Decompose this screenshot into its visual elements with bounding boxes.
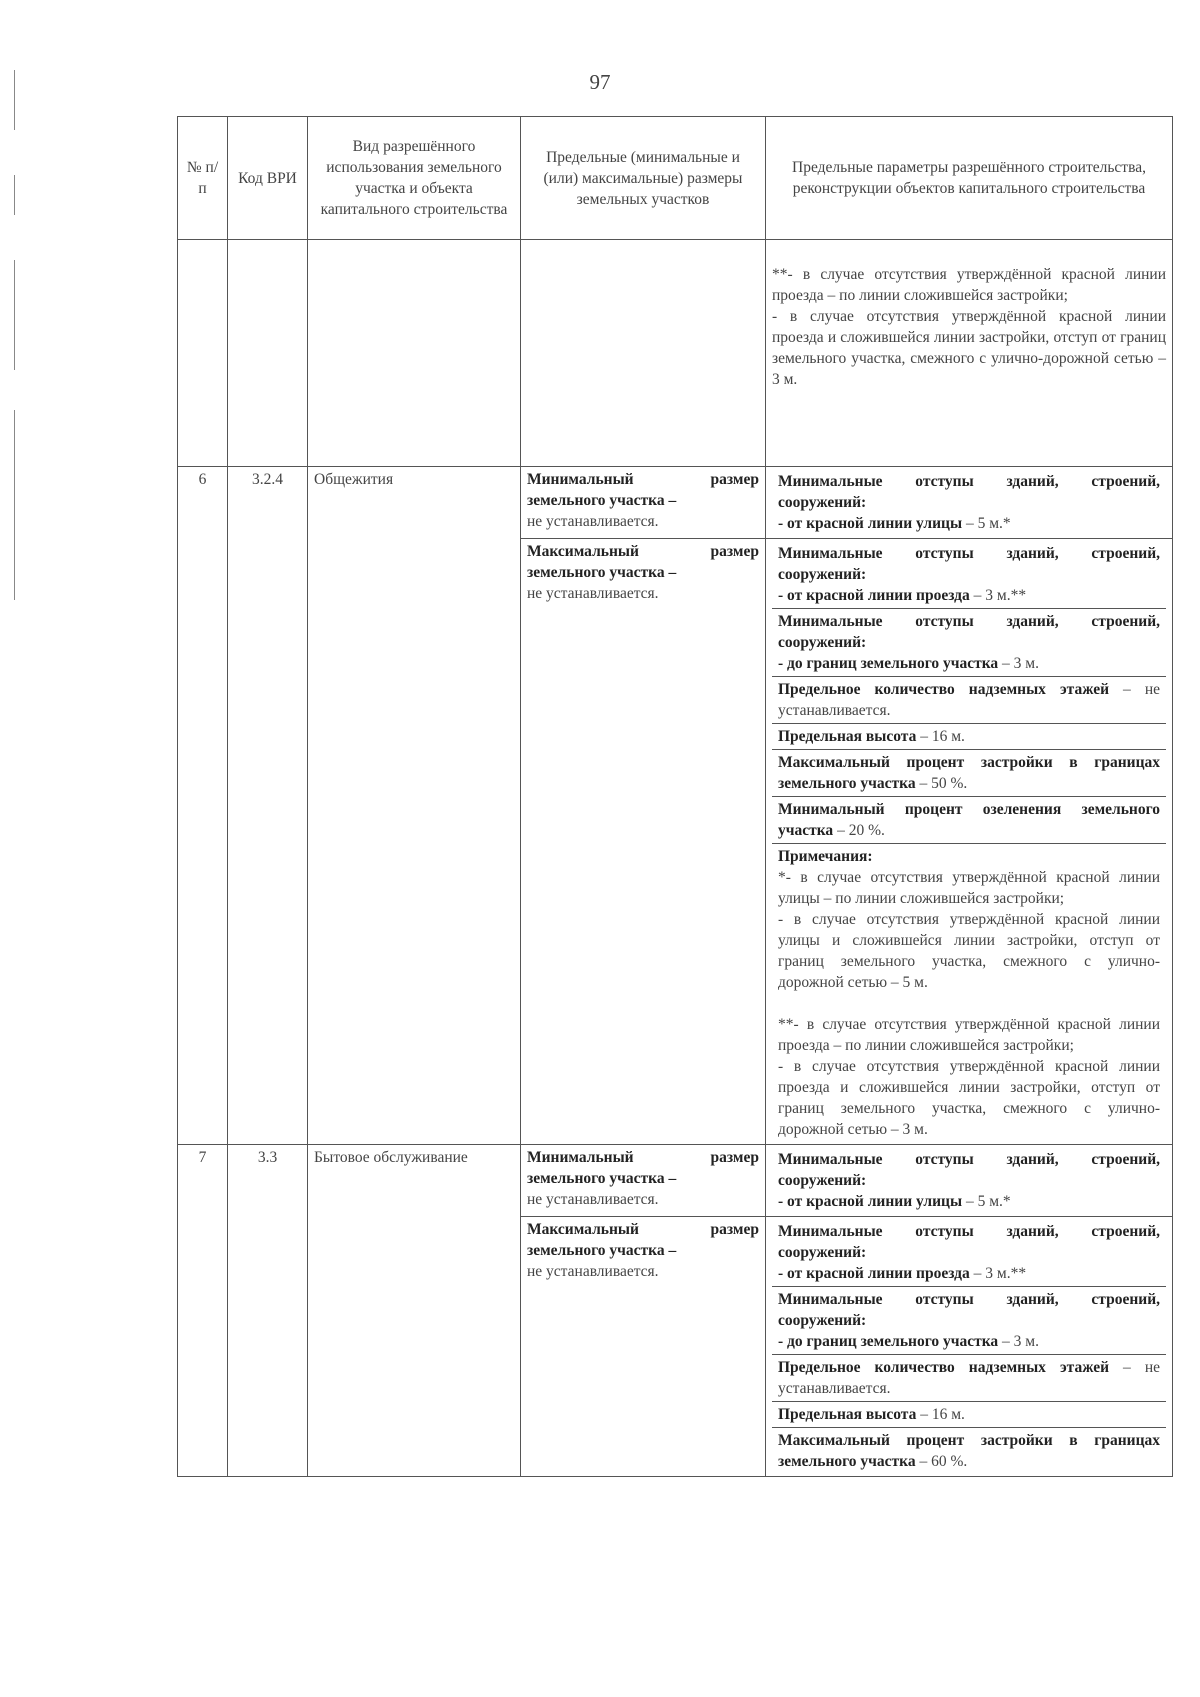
param-item (772, 1147, 1166, 1214)
param-label: Предельное количество надземных этажей (778, 681, 1110, 698)
header-code: Код ВРИ (228, 117, 308, 240)
table-row (178, 1145, 1173, 1217)
note-text: - в случае отсутствия утверждённой красной линии улицы и сложившейся линии застройки, отступ от границ земельного участка, смежного с улично-дорожной сетью – 5 м. (778, 911, 1160, 991)
param-item (772, 1428, 1166, 1474)
scan-margin-mark (14, 260, 15, 370)
param-label: Максимальный процент застройки в границах земельного участка (778, 1432, 1160, 1470)
param-value: – не устанавливается. (778, 681, 1160, 719)
header-params: Предельные параметры разрешённого строительства, реконструкции объектов капитального строительства (766, 117, 1173, 240)
scan-margin-mark (14, 175, 15, 215)
param-item (772, 469, 1166, 536)
param-value: – не устанавливается. (778, 1359, 1160, 1397)
min-size-value: не устанавливается. (527, 513, 659, 530)
cell-empty (178, 240, 228, 467)
scan-margin-mark (14, 410, 15, 600)
param-item (772, 797, 1166, 844)
header-plot-size: Предельные (минимальные и (или) максимальные) размеры земельных участков (521, 117, 766, 240)
param-value: – 50 %. (915, 775, 968, 792)
param-value: – 3 м. (998, 655, 1039, 672)
param-value: – 5 м.* (962, 515, 1011, 532)
param-label: - от красной линии проезда (778, 587, 970, 604)
min-plot-size (521, 1145, 766, 1217)
table-row-continuation (178, 240, 1173, 467)
cell-empty (308, 240, 521, 467)
param-item (772, 1402, 1166, 1428)
param-label: Минимальный процент озеленения земельного участка (778, 801, 1160, 839)
param-value: – 16 м. (916, 728, 965, 745)
max-plot-size (521, 1217, 766, 1477)
note-text: - в случае отсутствия утверждённой красной линии проезда и сложившейся линии застройки, отступ от границ земельного участка, смежного с улично-дорожной сетью – 3 м. (772, 308, 1166, 388)
row-use-name: Бытовое обслуживание (308, 1145, 521, 1477)
table-header-row (178, 117, 1173, 240)
param-value: – 5 м.* (962, 1193, 1011, 1210)
param-cell (766, 539, 1173, 1145)
param-head: Минимальные отступы зданий, строений, сооружений: (778, 1151, 1160, 1189)
note-text: **- в случае отсутствия утверждённой красной линии проезда – по линии сложившейся застройки; (778, 1016, 1160, 1054)
page-number: 97 (589, 70, 611, 94)
header-use-type: Вид разрешённого использования земельного участка и объекта капитального строительства (308, 117, 521, 240)
param-item (772, 541, 1166, 609)
param-label: - от красной линии проезда (778, 1265, 970, 1282)
note-text: - в случае отсутствия утверждённой красной линии проезда и сложившейся линии застройки, отступ от границ земельного участка, смежного с улично-дорожной сетью – 3 м. (778, 1058, 1160, 1138)
min-plot-size (521, 467, 766, 539)
max-size-value: не устанавливается. (527, 1263, 659, 1280)
notes-block (772, 844, 1166, 1142)
param-value: – 16 м. (916, 1406, 965, 1423)
param-cell (766, 467, 1173, 539)
param-label: - от красной линии улицы (778, 1193, 963, 1210)
param-head: Минимальные отступы зданий, строений, сооружений: (778, 613, 1160, 651)
param-item (772, 677, 1166, 724)
param-item (772, 1219, 1166, 1287)
param-value: – 3 м.** (969, 1265, 1027, 1282)
min-size-value: не устанавливается. (527, 1191, 659, 1208)
note-text: *- в случае отсутствия утверждённой красной линии улицы – по линии сложившейся застройки; (778, 869, 1160, 907)
max-size-value: не устанавливается. (527, 585, 659, 602)
row-number: 6 (178, 467, 228, 1145)
param-value: – 3 м.** (969, 587, 1027, 604)
param-item (772, 750, 1166, 797)
param-label: Предельная высота (778, 728, 917, 745)
param-label: Предельное количество надземных этажей (778, 1359, 1110, 1376)
param-label: Предельная высота (778, 1406, 917, 1423)
notes-title: Примечания: (778, 848, 873, 865)
cell-empty (521, 240, 766, 467)
row-use-name: Общежития (308, 467, 521, 1145)
param-head: Минимальные отступы зданий, строений, сооружений: (778, 1291, 1160, 1329)
row-code: 3.2.4 (228, 467, 308, 1145)
param-label: Максимальный процент застройки в границах земельного участка (778, 754, 1160, 792)
min-size-label: Минимальный размер земельного участка – (527, 1149, 759, 1187)
param-value: – 3 м. (998, 1333, 1039, 1350)
param-item (772, 1355, 1166, 1402)
max-plot-size (521, 539, 766, 1145)
param-cell (766, 1145, 1173, 1217)
param-head: Минимальные отступы зданий, строений, сооружений: (778, 1223, 1160, 1261)
table-row (178, 467, 1173, 539)
param-item (772, 609, 1166, 677)
regulations-table (177, 116, 1173, 1477)
note-text: **- в случае отсутствия утверждённой красной линии проезда – по линии сложившейся застройки; (772, 266, 1166, 304)
param-cell (766, 1217, 1173, 1477)
max-size-label: Максимальный размер земельного участка – (527, 543, 759, 581)
param-value: – 60 %. (915, 1453, 968, 1470)
row-number: 7 (178, 1145, 228, 1477)
header-num: № п/п (178, 117, 228, 240)
param-label: - до границ земельного участка (778, 655, 999, 672)
param-head: Минимальные отступы зданий, строений, сооружений: (778, 473, 1160, 511)
param-item (772, 1287, 1166, 1355)
max-size-label: Максимальный размер земельного участка – (527, 1221, 759, 1259)
continuation-notes (766, 240, 1173, 467)
min-size-label: Минимальный размер земельного участка – (527, 471, 759, 509)
cell-empty (228, 240, 308, 467)
row-code: 3.3 (228, 1145, 308, 1477)
param-head: Минимальные отступы зданий, строений, сооружений: (778, 545, 1160, 583)
param-item (772, 724, 1166, 750)
param-value: – 20 %. (833, 822, 885, 839)
param-label: - от красной линии улицы (778, 515, 963, 532)
param-label: - до границ земельного участка (778, 1333, 999, 1350)
